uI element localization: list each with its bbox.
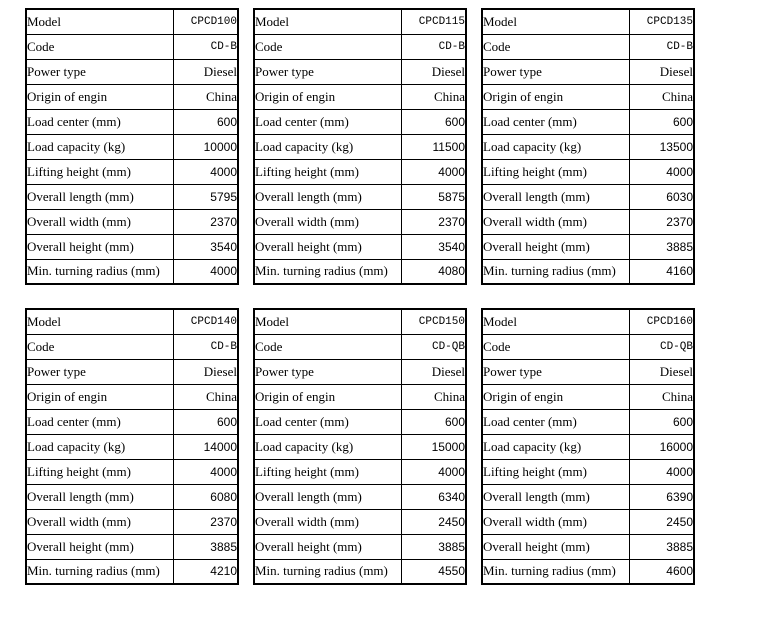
spec-row-label: Model bbox=[26, 9, 173, 34]
spec-row-label: Power type bbox=[26, 59, 173, 84]
spec-row-value: 2370 bbox=[173, 509, 238, 534]
spec-row bbox=[482, 259, 694, 284]
spec-row-value: CD-QB bbox=[401, 334, 466, 359]
spec-row-value: 3885 bbox=[629, 534, 694, 559]
spec-row-label: Origin of engin bbox=[26, 384, 173, 409]
spec-row bbox=[254, 234, 466, 259]
spec-row bbox=[26, 359, 238, 384]
spec-row bbox=[482, 34, 694, 59]
spec-row bbox=[254, 434, 466, 459]
spec-row-value: 600 bbox=[401, 409, 466, 434]
spec-row-label: Model bbox=[26, 309, 173, 334]
spec-row-value: 4000 bbox=[401, 459, 466, 484]
spec-row-value: China bbox=[173, 84, 238, 109]
spec-row bbox=[26, 509, 238, 534]
spec-row bbox=[26, 559, 238, 584]
spec-row-label: Power type bbox=[482, 59, 629, 84]
spec-table-body bbox=[482, 9, 694, 284]
spec-row bbox=[482, 184, 694, 209]
spec-row-value: CPCD100 bbox=[173, 9, 238, 34]
spec-row-label: Overall width (mm) bbox=[482, 509, 629, 534]
spec-row bbox=[26, 334, 238, 359]
spec-row-label: Load center (mm) bbox=[254, 409, 401, 434]
spec-row bbox=[254, 359, 466, 384]
spec-row-label: Origin of engin bbox=[254, 384, 401, 409]
spec-row-value: CPCD160 bbox=[629, 309, 694, 334]
spec-row-value: 4550 bbox=[401, 559, 466, 584]
spec-row-label: Lifting height (mm) bbox=[26, 459, 173, 484]
spec-row bbox=[482, 234, 694, 259]
spec-row bbox=[26, 484, 238, 509]
spec-row-value: 6080 bbox=[173, 484, 238, 509]
spec-table-cpcd160 bbox=[481, 308, 695, 585]
spec-row-value: 11500 bbox=[401, 134, 466, 159]
spec-row bbox=[482, 109, 694, 134]
spec-row-label: Power type bbox=[254, 359, 401, 384]
spec-row-value: 14000 bbox=[173, 434, 238, 459]
spec-row bbox=[26, 409, 238, 434]
spec-row bbox=[482, 409, 694, 434]
spec-row-label: Code bbox=[26, 34, 173, 59]
spec-row-label: Model bbox=[254, 309, 401, 334]
spec-row-value: China bbox=[401, 84, 466, 109]
spec-row-label: Lifting height (mm) bbox=[254, 459, 401, 484]
spec-row bbox=[254, 334, 466, 359]
spec-row-label: Origin of engin bbox=[482, 384, 629, 409]
spec-row-value: 5875 bbox=[401, 184, 466, 209]
spec-row-label: Min. turning radius (mm) bbox=[26, 559, 173, 584]
spec-row bbox=[26, 309, 238, 334]
spec-row-label: Overall height (mm) bbox=[482, 234, 629, 259]
spec-row-value: Diesel bbox=[629, 359, 694, 384]
spec-row-label: Code bbox=[482, 34, 629, 59]
spec-table-cpcd115 bbox=[253, 8, 467, 285]
spec-row-label: Overall width (mm) bbox=[482, 209, 629, 234]
spec-row-label: Code bbox=[482, 334, 629, 359]
spec-table-body bbox=[26, 309, 238, 584]
spec-row-label: Lifting height (mm) bbox=[482, 159, 629, 184]
spec-row-value: 4000 bbox=[629, 459, 694, 484]
spec-row-value: CPCD150 bbox=[401, 309, 466, 334]
spec-row-value: CD-B bbox=[401, 34, 466, 59]
spec-row-label: Origin of engin bbox=[26, 84, 173, 109]
spec-row-label: Model bbox=[482, 9, 629, 34]
spec-row-value: 3885 bbox=[629, 234, 694, 259]
spec-row-value: China bbox=[629, 384, 694, 409]
spec-row-label: Overall length (mm) bbox=[482, 484, 629, 509]
spec-row-label: Min. turning radius (mm) bbox=[482, 259, 629, 284]
spec-row-value: CD-B bbox=[173, 34, 238, 59]
spec-row bbox=[254, 84, 466, 109]
spec-row-label: Load capacity (kg) bbox=[254, 434, 401, 459]
spec-row-label: Code bbox=[254, 334, 401, 359]
spec-row-value: Diesel bbox=[173, 359, 238, 384]
spec-row bbox=[254, 109, 466, 134]
spec-row bbox=[254, 134, 466, 159]
spec-row bbox=[26, 159, 238, 184]
spec-row-label: Load center (mm) bbox=[482, 109, 629, 134]
spec-row-value: 13500 bbox=[629, 134, 694, 159]
spec-row-value: 3540 bbox=[401, 234, 466, 259]
spec-row bbox=[26, 9, 238, 34]
spec-row-value: CPCD135 bbox=[629, 9, 694, 34]
spec-row-value: 2450 bbox=[401, 509, 466, 534]
spec-row-value: 15000 bbox=[401, 434, 466, 459]
spec-row-value: 600 bbox=[173, 409, 238, 434]
spec-table-cpcd100 bbox=[25, 8, 239, 285]
spec-row bbox=[482, 434, 694, 459]
spec-row bbox=[26, 59, 238, 84]
spec-row-value: 6340 bbox=[401, 484, 466, 509]
spec-row-label: Load capacity (kg) bbox=[26, 134, 173, 159]
spec-row-label: Model bbox=[482, 309, 629, 334]
spec-row-value: 2370 bbox=[629, 209, 694, 234]
spec-row bbox=[254, 309, 466, 334]
spec-row bbox=[482, 509, 694, 534]
spec-row-value: 4000 bbox=[629, 159, 694, 184]
spec-row-value: 5795 bbox=[173, 184, 238, 209]
spec-table-body bbox=[26, 9, 238, 284]
spec-row-label: Min. turning radius (mm) bbox=[254, 559, 401, 584]
spec-row bbox=[26, 459, 238, 484]
spec-row-value: 600 bbox=[401, 109, 466, 134]
spec-row-label: Overall width (mm) bbox=[254, 209, 401, 234]
spec-row-value: 2450 bbox=[629, 509, 694, 534]
spec-row-value: 4600 bbox=[629, 559, 694, 584]
spec-row-label: Overall length (mm) bbox=[26, 484, 173, 509]
spec-row-label: Code bbox=[26, 334, 173, 359]
spec-row-value: Diesel bbox=[401, 59, 466, 84]
spec-row-value: 4000 bbox=[173, 259, 238, 284]
spec-row bbox=[254, 409, 466, 434]
spec-row-label: Overall length (mm) bbox=[254, 484, 401, 509]
spec-row bbox=[482, 134, 694, 159]
spec-row-label: Code bbox=[254, 34, 401, 59]
spec-row-value: 4000 bbox=[401, 159, 466, 184]
spec-row-label: Overall width (mm) bbox=[254, 509, 401, 534]
spec-row-label: Overall length (mm) bbox=[254, 184, 401, 209]
spec-row-label: Overall height (mm) bbox=[254, 234, 401, 259]
spec-row-value: CPCD115 bbox=[401, 9, 466, 34]
spec-row bbox=[26, 234, 238, 259]
spec-row bbox=[254, 184, 466, 209]
spec-row-label: Overall length (mm) bbox=[26, 184, 173, 209]
spec-row-label: Overall height (mm) bbox=[26, 534, 173, 559]
spec-row bbox=[482, 359, 694, 384]
spec-row bbox=[26, 109, 238, 134]
spec-row-value: Diesel bbox=[173, 59, 238, 84]
spec-row-value: 600 bbox=[629, 409, 694, 434]
spec-row-value: 4000 bbox=[173, 159, 238, 184]
spec-row bbox=[26, 84, 238, 109]
spec-row-value: CD-QB bbox=[629, 334, 694, 359]
spec-row bbox=[254, 509, 466, 534]
spec-row-value: CPCD140 bbox=[173, 309, 238, 334]
spec-row-label: Load center (mm) bbox=[26, 109, 173, 134]
spec-row bbox=[254, 484, 466, 509]
spec-row bbox=[26, 34, 238, 59]
spec-row-value: 4210 bbox=[173, 559, 238, 584]
spec-row-value: 3885 bbox=[173, 534, 238, 559]
spec-row bbox=[482, 59, 694, 84]
spec-row-label: Overall height (mm) bbox=[26, 234, 173, 259]
spec-row bbox=[482, 9, 694, 34]
spec-row bbox=[482, 84, 694, 109]
spec-row bbox=[482, 384, 694, 409]
spec-row bbox=[254, 259, 466, 284]
spec-row-value: 2370 bbox=[401, 209, 466, 234]
spec-row bbox=[26, 259, 238, 284]
spec-row-value: 4000 bbox=[173, 459, 238, 484]
spec-row bbox=[482, 309, 694, 334]
spec-row-label: Load center (mm) bbox=[254, 109, 401, 134]
spec-row bbox=[254, 209, 466, 234]
spec-row-label: Overall height (mm) bbox=[482, 534, 629, 559]
spec-row-label: Model bbox=[254, 9, 401, 34]
spec-row-label: Overall width (mm) bbox=[26, 509, 173, 534]
spec-row bbox=[482, 459, 694, 484]
spec-row bbox=[254, 34, 466, 59]
spec-row-value: Diesel bbox=[629, 59, 694, 84]
spec-row bbox=[26, 134, 238, 159]
spec-row bbox=[482, 559, 694, 584]
spec-row-label: Power type bbox=[254, 59, 401, 84]
spec-row bbox=[254, 159, 466, 184]
spec-row-value: CD-B bbox=[629, 34, 694, 59]
spec-row-value: 3885 bbox=[401, 534, 466, 559]
spec-row bbox=[254, 559, 466, 584]
spec-row bbox=[482, 334, 694, 359]
spec-row-value: China bbox=[629, 84, 694, 109]
spec-row-label: Min. turning radius (mm) bbox=[482, 559, 629, 584]
spec-row-label: Load capacity (kg) bbox=[26, 434, 173, 459]
spec-row bbox=[254, 534, 466, 559]
spec-row-value: China bbox=[401, 384, 466, 409]
spec-row-label: Lifting height (mm) bbox=[26, 159, 173, 184]
spec-row bbox=[26, 434, 238, 459]
spec-row bbox=[26, 184, 238, 209]
spec-table-cpcd150 bbox=[253, 308, 467, 585]
spec-row-value: China bbox=[173, 384, 238, 409]
spec-row-value: CD-B bbox=[173, 334, 238, 359]
spec-row-label: Origin of engin bbox=[482, 84, 629, 109]
spec-row-label: Overall width (mm) bbox=[26, 209, 173, 234]
spec-row-value: 600 bbox=[173, 109, 238, 134]
spec-row-label: Overall height (mm) bbox=[254, 534, 401, 559]
spec-row bbox=[26, 534, 238, 559]
spec-row-label: Min. turning radius (mm) bbox=[26, 259, 173, 284]
spec-row-label: Load center (mm) bbox=[26, 409, 173, 434]
spec-row bbox=[482, 484, 694, 509]
spec-table-cpcd140 bbox=[25, 308, 239, 585]
spec-row-label: Load capacity (kg) bbox=[482, 134, 629, 159]
spec-row-value: 16000 bbox=[629, 434, 694, 459]
spec-row-value: 6390 bbox=[629, 484, 694, 509]
spec-row bbox=[482, 159, 694, 184]
spec-row-value: Diesel bbox=[401, 359, 466, 384]
spec-row-value: 4080 bbox=[401, 259, 466, 284]
spec-row bbox=[254, 59, 466, 84]
spec-row bbox=[254, 384, 466, 409]
spec-tables-grid bbox=[25, 8, 693, 585]
spec-row bbox=[254, 459, 466, 484]
spec-row-label: Overall length (mm) bbox=[482, 184, 629, 209]
spec-row bbox=[254, 9, 466, 34]
spec-table-cpcd135 bbox=[481, 8, 695, 285]
spec-row-label: Origin of engin bbox=[254, 84, 401, 109]
spec-row bbox=[26, 209, 238, 234]
spec-row bbox=[482, 209, 694, 234]
spec-table-body bbox=[254, 9, 466, 284]
spec-row-label: Load capacity (kg) bbox=[482, 434, 629, 459]
spec-row bbox=[26, 384, 238, 409]
spec-row-label: Min. turning radius (mm) bbox=[254, 259, 401, 284]
spec-row-label: Power type bbox=[26, 359, 173, 384]
spec-row-label: Power type bbox=[482, 359, 629, 384]
spec-table-body bbox=[254, 309, 466, 584]
spec-table-body bbox=[482, 309, 694, 584]
spec-row-value: 600 bbox=[629, 109, 694, 134]
spec-row-value: 6030 bbox=[629, 184, 694, 209]
spec-row-label: Lifting height (mm) bbox=[482, 459, 629, 484]
spec-row-label: Load capacity (kg) bbox=[254, 134, 401, 159]
spec-row-value: 2370 bbox=[173, 209, 238, 234]
spec-row-label: Load center (mm) bbox=[482, 409, 629, 434]
spec-row-value: 3540 bbox=[173, 234, 238, 259]
spec-row-value: 10000 bbox=[173, 134, 238, 159]
spec-row-label: Lifting height (mm) bbox=[254, 159, 401, 184]
spec-row-value: 4160 bbox=[629, 259, 694, 284]
spec-row bbox=[482, 534, 694, 559]
